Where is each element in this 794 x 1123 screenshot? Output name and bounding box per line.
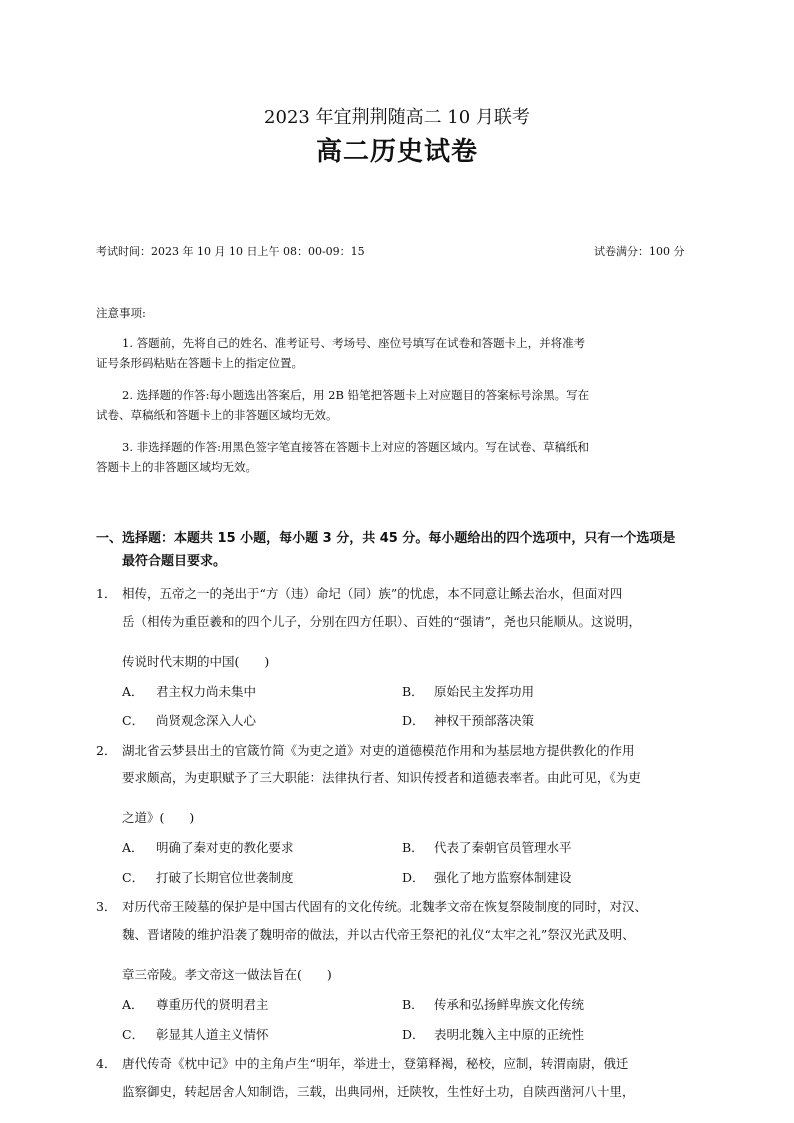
- option-text: 强化了地方监察体制建设: [434, 870, 572, 885]
- question-text: 要求颇高，为吏职赋予了三大职能：法律执行者、知识传授者和道德表率者。由此可见，《为吏: [122, 770, 641, 785]
- option-text: 君主权力尚未集中: [156, 684, 257, 699]
- question-text: 之道》( ): [122, 810, 195, 825]
- exam-time: 考试时间：2023 年 10 月 10 日上午 08：00-09：15: [96, 245, 365, 258]
- notice-item-1: 1. 答题前，先将自己的姓名、准考证号、考场号、座位号填写在试卷和答题卡上，并将准考: [122, 336, 586, 350]
- notice-heading: 注意事项:: [96, 306, 146, 320]
- option-text: 尊重历代的贤明君主: [156, 997, 269, 1012]
- question-number: 4．: [96, 1056, 117, 1071]
- option-letter: D．: [402, 870, 425, 885]
- option-letter: B．: [402, 840, 424, 855]
- option-text: 表明北魏入主中原的正统性: [434, 1027, 585, 1042]
- notice-item-2-cont: 试卷、草稿纸和答题卡上的非答题区域均无效。: [96, 408, 338, 422]
- notice-item-2: 2. 选择题的作答:每小题选出答案后，用 2B 铅笔把答题卡上对应题目的答案标号涂黑。写在: [122, 388, 590, 402]
- option-letter: C．: [122, 1027, 145, 1042]
- question-text: 魏、晋诸陵的维护沿袭了魏明帝的做法，并以古代帝王祭祀的礼仪“太牢之礼”祭汉光武及明、: [122, 927, 635, 942]
- option-letter: B．: [402, 684, 424, 699]
- question-number: 3．: [96, 899, 117, 914]
- option-letter: A．: [122, 684, 144, 699]
- question-text: 岳（相传为重臣羲和的四个儿子，分别在四方任职）、百姓的“强请”，尧也只能顺从。这说明，: [122, 614, 642, 629]
- question-text: 传说时代末期的中国( ): [122, 654, 270, 669]
- exam-subject-title: 高二历史试卷: [315, 137, 478, 167]
- option-text: 传承和弘扬鲜卑族文化传统: [434, 997, 585, 1012]
- question-number: 1．: [96, 586, 117, 601]
- question-text: 对历代帝王陵墓的保护是中国古代固有的文化传统。北魏孝文帝在恢复祭陵制度的同时，对汉、: [122, 899, 648, 914]
- option-letter: A．: [122, 840, 144, 855]
- option-text: 代表了秦朝官员管理水平: [434, 840, 572, 855]
- option-letter: C．: [122, 870, 145, 885]
- option-text: 打破了长期官位世袭制度: [156, 870, 294, 885]
- option-letter: D．: [402, 1027, 425, 1042]
- exam-full-score: 试卷满分：100 分: [594, 245, 685, 258]
- option-letter: A．: [122, 997, 144, 1012]
- option-letter: B．: [402, 997, 424, 1012]
- question-text: 湖北省云梦县出土的官箴竹简《为吏之道》对吏的道德模范作用和为基层地方提供教化的作用: [122, 743, 635, 758]
- option-text: 彰显其人道主义情怀: [156, 1027, 269, 1042]
- option-letter: D．: [402, 713, 425, 728]
- option-letter: C．: [122, 713, 145, 728]
- question-text: 相传，五帝之一的尧出于“方（违）命圮（同）族”的忧虑，本不同意让鲧去治水，但面对四: [122, 586, 623, 601]
- notice-item-1-cont: 证号条形码粘贴在答题卡上的指定位置。: [96, 356, 303, 370]
- question-text: 监察御史，转起居舍人知制诰，三载，出典同州，迁陕牧，生性好土功，自陕西凿河八十里，: [122, 1084, 635, 1099]
- section-heading: 一、选择题：本题共 15 小题，每小题 3 分，共 45 分。每小题给出的四个选项中，只有一个选项是: [96, 531, 676, 546]
- option-text: 原始民主发挥功用: [434, 684, 535, 699]
- option-text: 尚贤观念深入人心: [156, 713, 257, 728]
- question-text: 章三帝陵。孝文帝这一做法旨在( ): [122, 967, 332, 982]
- exam-title: 2023 年宜荆荆随高二 10 月联考: [264, 107, 530, 128]
- question-number: 2．: [96, 743, 117, 758]
- option-text: 明确了秦对吏的教化要求: [156, 840, 294, 855]
- notice-item-3-cont: 答题卡上的非答题区域均无效。: [96, 460, 257, 474]
- option-text: 神权干预部落决策: [434, 713, 535, 728]
- section-heading-cont: 最符合题目要求。: [122, 554, 227, 569]
- notice-item-3: 3. 非选择题的作答:用黑色签字笔直接答在答题卡上对应的答题区域内。写在试卷、草稿纸和: [122, 440, 589, 454]
- question-text: 唐代传奇《枕中记》中的主角卢生“明年，举进士，登第释褐，秘校，应制，转渭南尉，俄迁: [122, 1056, 629, 1071]
